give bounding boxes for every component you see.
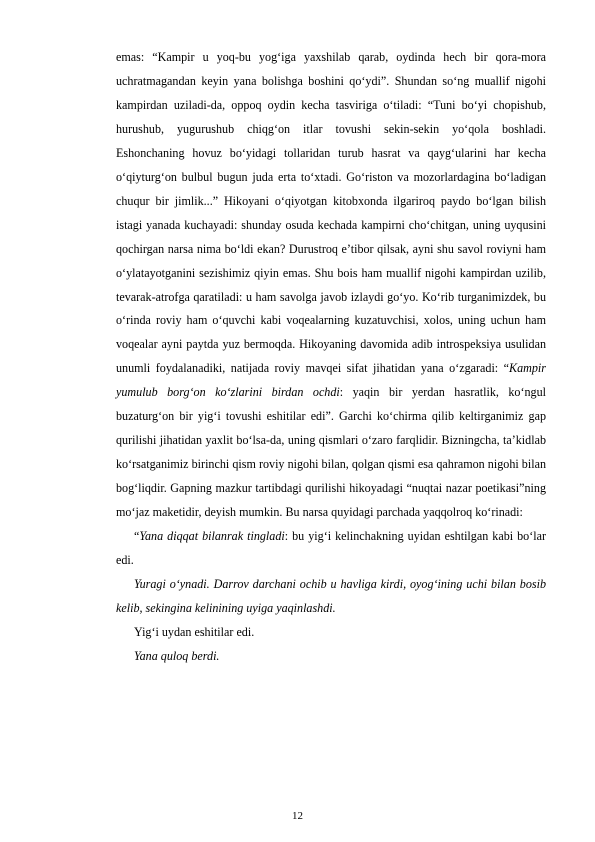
document-page xyxy=(116,46,546,669)
body-paragraph-2 xyxy=(116,525,546,573)
body-paragraph-4: Yig‘i uydan eshitilar edi. xyxy=(134,624,255,639)
paragraph-1-text-b: : yaqin bir yerdan hasratlik, ko‘ngul buzaturg‘on bir yig‘i tovushi eshitilar edi”. Garchi ko‘chirma qilib keltirganimiz gap qurilishi jihatidan yaxlit bo‘lsa-da, uning qismlari o‘zaro farqlidir. Bizningcha, ta’kidlab ko‘rsatganimiz birinchi qism roviy nigohi bilan, qolgan qismi esa qahramon nigohi bilan bog‘liqdir. Gapning mazkur tartibdagi qurilishi hikoyadagi “nuqtai nazar poetikasi”ning mo‘jaz maketidir, deyish mumkin. Bu narsa quyidagi parchada yaqqolroq ko‘rinadi: xyxy=(116,385,546,520)
body-paragraph-3: Yuragi o‘ynadi. Darrov darchani ochib u havliga kirdi, oyog‘ining uchi bilan bosib kelib, sekingina kelinining uyiga yaqinlashdi. xyxy=(116,576,546,615)
page-number: 12 xyxy=(292,810,303,822)
paragraph-2-italic: Yana diqqat bilanrak tingladi xyxy=(139,529,285,544)
paragraph-2-open-quote: “ xyxy=(134,529,140,544)
paragraph-1-italic-quote: Kampir yumulub borg‘on ko‘zlarini birdan ochdi xyxy=(116,361,546,400)
paragraph-2-rest: : bu yig‘i kelinchakning uyidan eshtilgan kabi bo‘lar edi. xyxy=(116,529,547,568)
body-paragraph-5: Yana quloq berdi. xyxy=(134,648,220,663)
body-paragraph-1 xyxy=(116,46,546,525)
paragraph-1-text-a: emas: “Kampir u yoq-bu yog‘iga yaxshilab qarab, oydinda hech bir qora-mora uchratmagandan keyin yana bolishga boshini qo‘ydi”. Shundan so‘ng muallif nigohi kampirdan uziladi-da, oppoq oydin kecha tasviriga o‘tiladi: “Tuni bo‘yi chopishub, hurushub, yugurushub chiqg‘on itlar tovushi sekin-sekin yo‘qola boshladi. Eshonchaning hovuz bo‘yidagi tollaridan turub hasrat va qayg‘ularini har kecha o‘qiyturg‘on bulbul bugun juda erta to‘xtadi. Go‘riston va mozorlardagina bo‘ladigan chuqur bir jimlik...” Hikoyani o‘qiyotgan kitobxonda ilgariroq paydo bo‘lgan bilish istagi yanada kuchayadi: shunday osuda kechada kampirni cho‘chitgan, uning uyqusini qochirgan narsa nima bo‘ldi ekan? Durustroq e’tibor qilsak, ayni shu savol roviyni ham o‘ylatayotganini sezishimiz qiyin emas. Shu bois ham muallif nigohi kampirdan uzilib, tevarak-atrofga qaratiladi: u ham savolga javob izlaydi go‘yo. Ko‘rib turganimizdek, bu o‘rinda roviy ham o‘quvchi kabi voqealarning kuzatuvchisi, xolos, uning uchun ham voqealar ayni paytda yuz bermoqda. Hikoyaning davomida adib introspeksiya usulidan unumli foydalanadiki, natijada roviy mavqei sifat jihatidan yana o‘zgaradi: “ xyxy=(116,50,546,376)
